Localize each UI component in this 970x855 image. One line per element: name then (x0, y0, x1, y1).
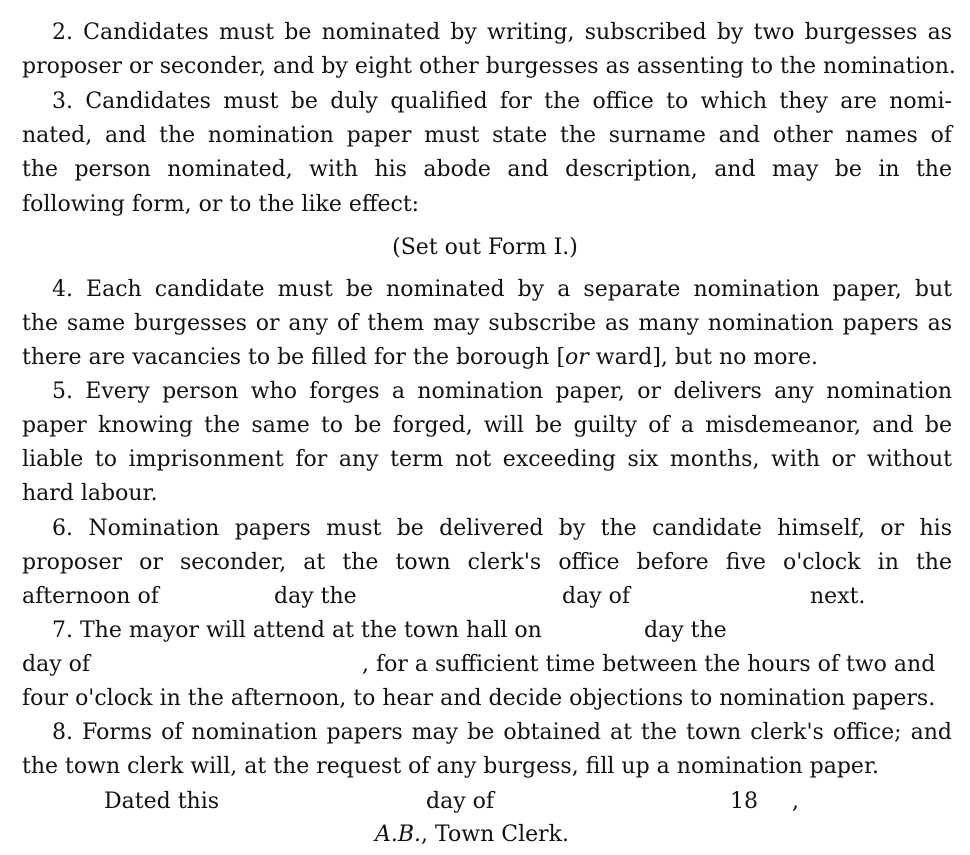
paragraph-7-line-3: four o'clock in the afternoon, to hear and decide objections to nomination papers. (22, 686, 936, 711)
dated-this: Dated this (104, 789, 220, 814)
signature-name: A.B. (375, 822, 422, 847)
paragraph-8-line-1: 8. Forms of nomination papers may be obtained at the town clerk's office; and (52, 720, 952, 745)
paragraph-6-afternoon-of: afternoon of (22, 584, 159, 609)
paragraph-6-next: next. (810, 584, 866, 609)
paragraph-8-line-2: the town clerk will, at the request of any burgess, fill up a nomination paper. (22, 754, 880, 779)
signature-title: , Town Clerk. (421, 822, 569, 847)
paragraph-7-day-of: day of (22, 652, 91, 677)
paragraph-7-sufficient-time: , for a sufficient time between the hours of two and (362, 652, 936, 677)
paragraph-6-day-of: day of (562, 584, 631, 609)
paragraph-3-line-3: the person nominated, with his abode and description, and may be in the (22, 157, 952, 182)
paragraph-2-line-2: proposer or seconder, and by eight other burgesses as assenting to the nomination. (22, 54, 956, 79)
paragraph-7-line-2 (22, 652, 952, 678)
paragraph-7-town-hall: 7. The mayor will attend at the town hall on (52, 618, 542, 643)
paragraph-6-line-3 (22, 584, 952, 610)
paragraph-6-day-the: day the (274, 584, 357, 609)
paragraph-5-line-1: 5. Every person who forges a nomination paper, or delivers any nomination (52, 379, 952, 404)
paragraph-3-line-4: following form, or to the like effect: (22, 192, 420, 217)
paragraph-6-line-1: 6. Nomination papers must be delivered by the candidate himself, or his (52, 516, 952, 541)
paragraph-7-line-1 (22, 618, 952, 644)
paragraph-5-line-4: hard labour. (22, 481, 158, 506)
paragraph-7-day-the: day the (644, 618, 727, 643)
signature (375, 822, 569, 848)
paragraph-4-line-2: the same burgesses or any of them may subscribe as many nomination papers as (22, 311, 952, 336)
paragraph-4-line-1: 4. Each candidate must be nominated by a separate nomination paper, but (52, 277, 952, 302)
dated-line (22, 789, 952, 815)
dated-year: 18 (730, 789, 758, 814)
paragraph-3-line-2: nated, and the nomination paper must state the surname and other names of (22, 123, 952, 148)
paragraph-2-line-1: 2. Candidates must be nominated by writing, subscribed by two burgesses as (52, 20, 952, 45)
dated-comma: , (792, 789, 799, 814)
paragraph-6-line-2: proposer or seconder, at the town clerk's office before five o'clock in the (22, 550, 952, 575)
signature-line (22, 822, 952, 848)
paragraph-4-line-3-post: ward], but no more. (588, 345, 819, 370)
paragraph-5-line-3: liable to imprisonment for any term not exceeding six months, with or without (22, 447, 952, 472)
dated-day-of: day of (426, 789, 495, 814)
paragraph-4-or-italic: or (565, 345, 589, 370)
form-reference: (Set out Form I.) (392, 235, 578, 260)
paragraph-5-line-2: paper knowing the same to be forged, will be guilty of a misdemeanor, and be (22, 413, 952, 438)
paragraph-3-line-1: 3. Candidates must be duly qualified for the office to which they are nomi- (52, 89, 952, 114)
paragraph-4-line-3-pre: there are vacancies to be filled for the borough [ (22, 345, 566, 370)
paragraph-4-line-3 (22, 345, 952, 371)
